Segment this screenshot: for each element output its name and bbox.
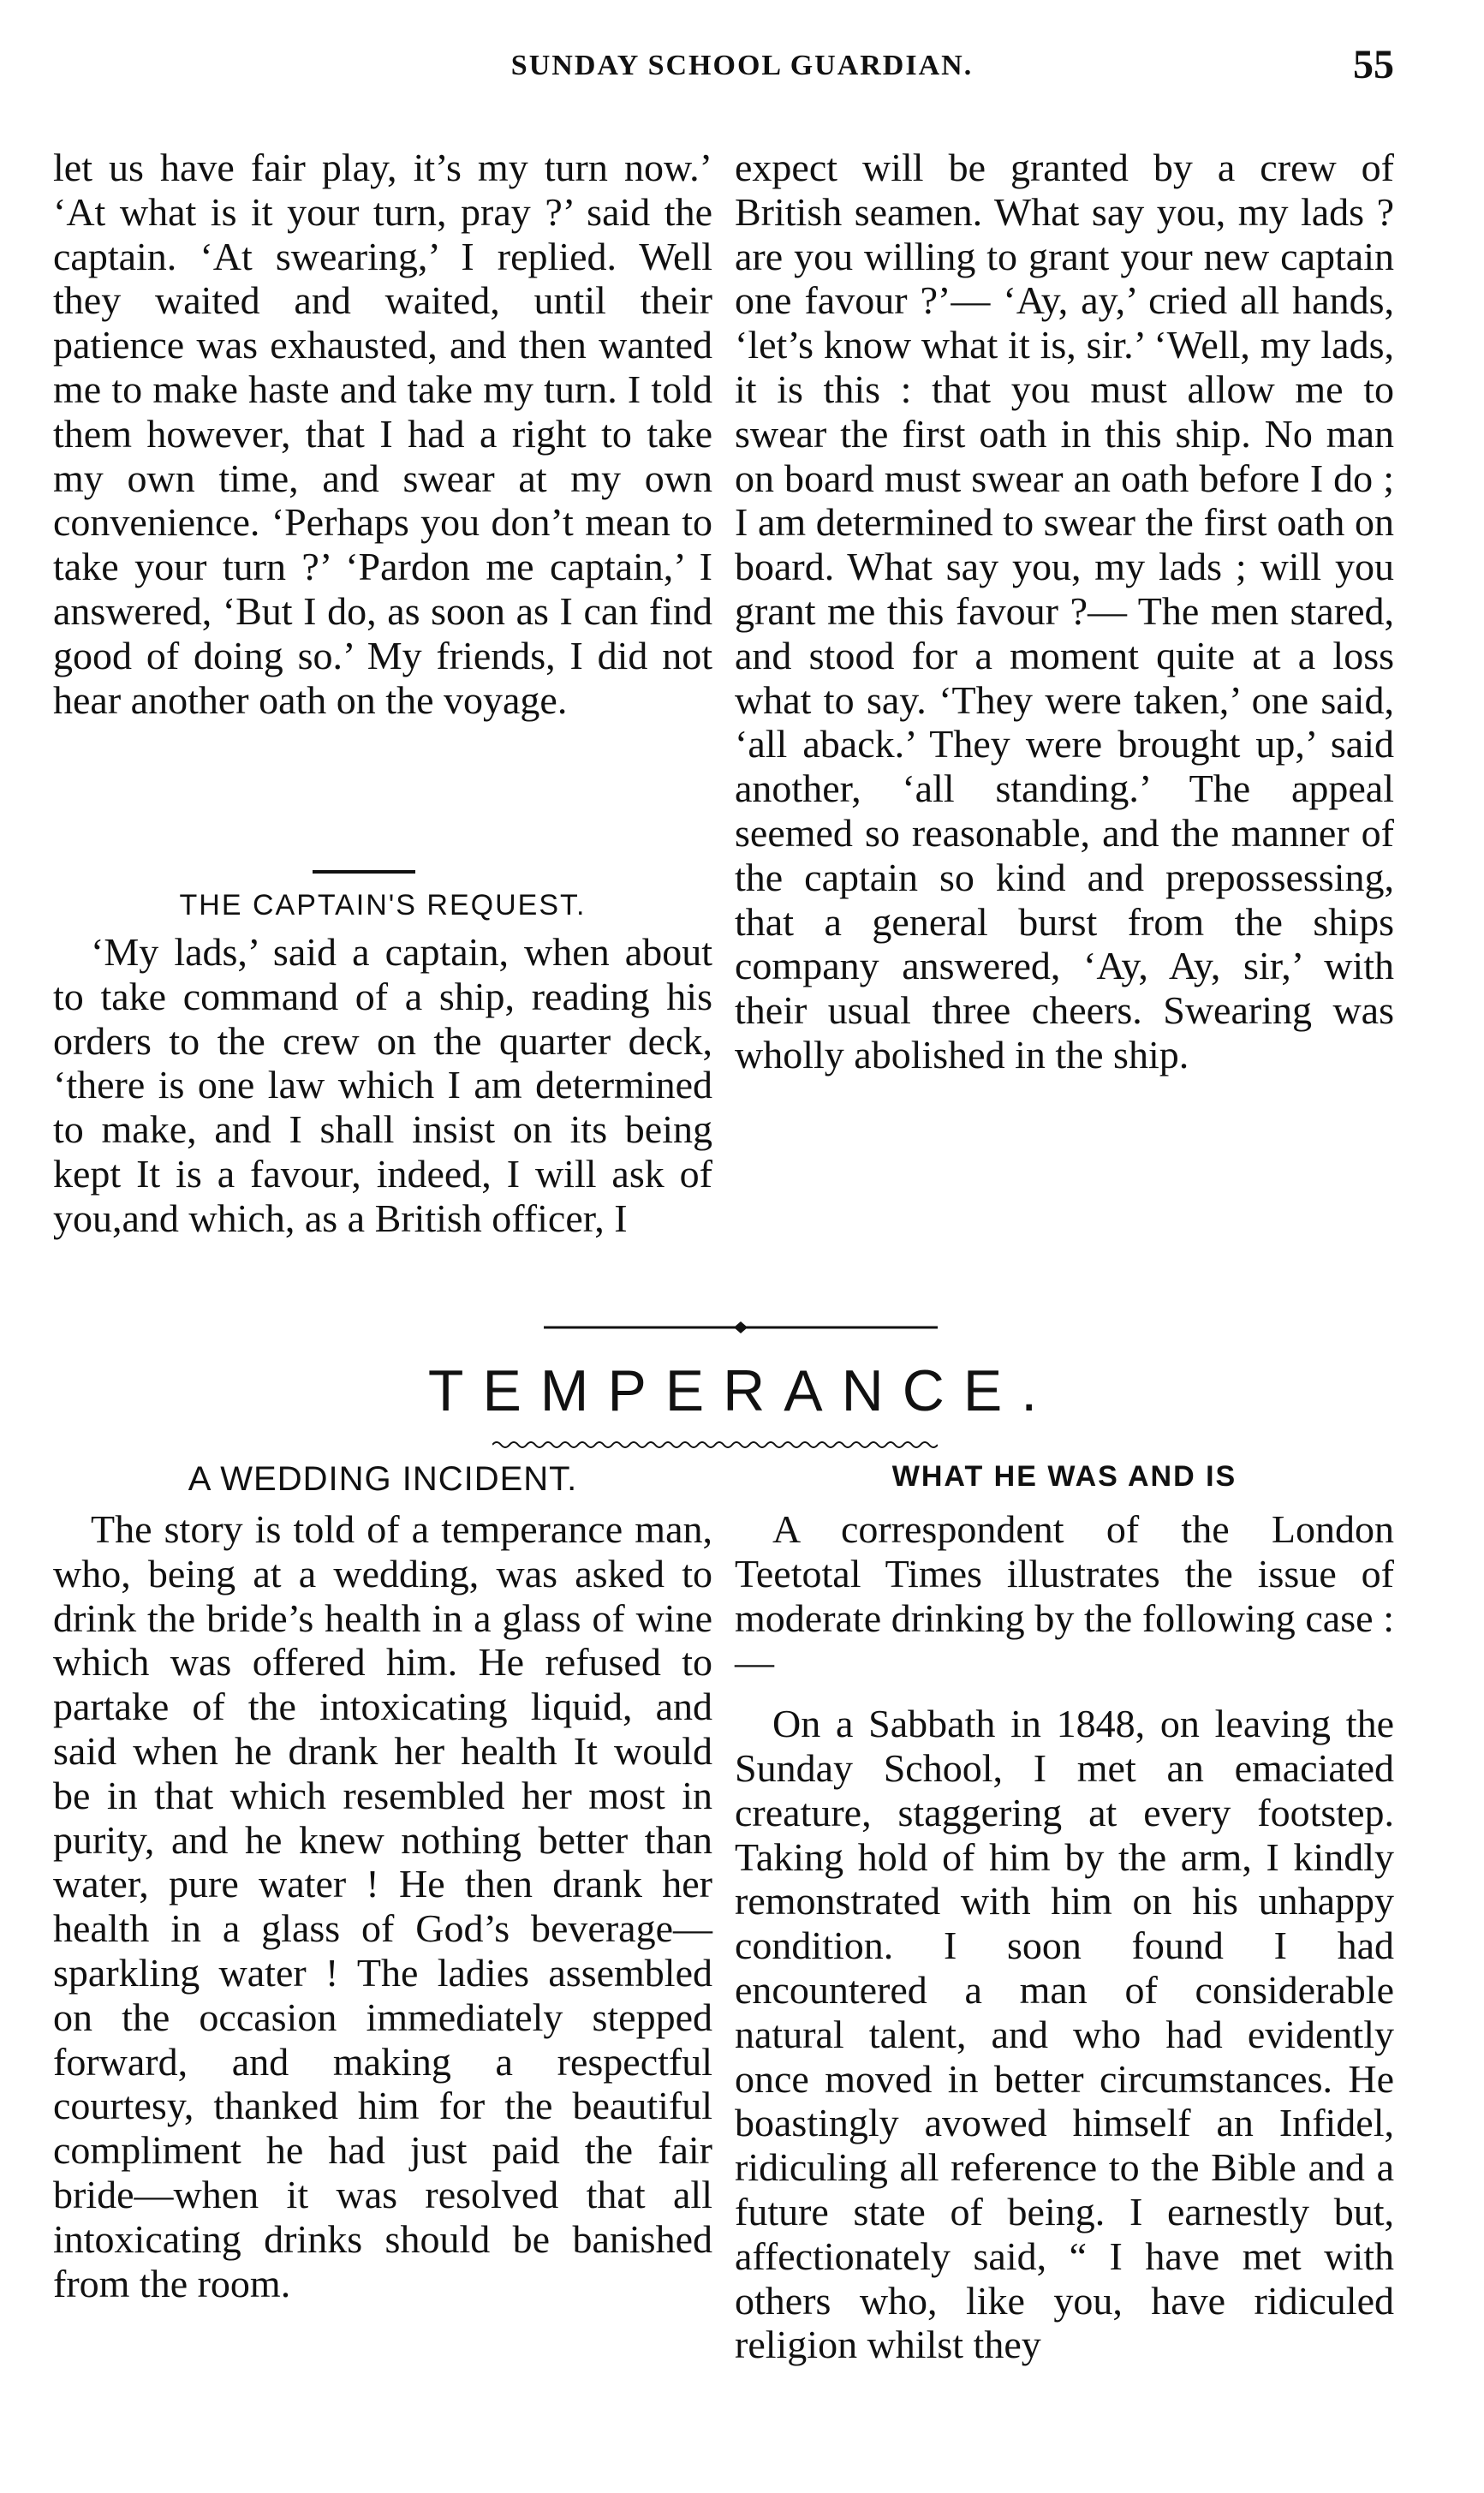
right-column-top: [735, 146, 1394, 1077]
captain-request-paragraph: ‘My lads,’ said a captain, when about to take command of a ship, reading his orders to the crew on the quarter deck, ‘there is one law which I am determined to make, and I shall insist on its being kept It is a favour, indeed, I will ask of you,and which, as a British officer, I: [53, 930, 712, 1240]
captain-request-column: [53, 930, 712, 1241]
left-column-paragraph: let us have fair play, it’s my turn now.’ ‘At what is it your turn, pray ?’ said the captain. ‘At swearing,’ I replied. Well they waited and waited, until their patience was exhausted, and then wanted me to make haste and take my turn. I told them however, that I had a right to take my own time, and swear at my own convenience. ‘Perhaps you don’t mean to take your turn ?’ ‘Pardon me captain,’ I answered, ‘But I do, as soon as I can find good of doing so.’ My friends, I did not hear another oath on the voyage.: [53, 146, 712, 722]
page-number: 55: [1353, 42, 1394, 87]
wedding-incident-heading: A WEDDING INCIDENT.: [188, 1460, 578, 1498]
what-he-was-heading: WHAT HE WAS AND IS: [891, 1460, 1237, 1493]
captain-request-heading: THE CAPTAIN'S REQUEST.: [179, 889, 587, 921]
what-he-was-paragraph: On a Sabbath in 1848, on leaving the Sunday School, I met an emaciated creature, staggering at every footstep. Taking hold of him by the arm, I kindly remonstrated with him on his unhappy condition. I soon found I had encountered a man of considerable natural talent, and who had evidently once moved in better circumstances. He boastingly avowed himself an Infidel, ridiculing all reference to the Bible and a future state of being. I earnestly but, affectionately said, “ I have met with others who, like you, have ridiculed religion whilst they: [735, 1702, 1394, 2367]
left-column-top: [53, 146, 712, 722]
running-head-title: SUNDAY SCHOOL GUARDIAN.: [510, 50, 974, 81]
short-divider-rule: [313, 870, 415, 874]
what-he-was-intro: A correspondent of the London Teetotal Times illustrates the issue of moderate drinking by the following case :—: [735, 1507, 1394, 1685]
right-column-paragraph: expect will be granted by a crew of British seamen. What say you, my lads ? are you willing to grant your new captain one favour ?’— ‘Ay, ay,’ cried all hands, ‘let’s know what it is, sir.’ ‘Well, my lads, it is this : that you must allow me to swear the first oath in this ship. No man on board must swear an oath before I do ; I am determined to swear the first oath on board. What say you, my lads ; will you grant me this favour ?— The men stared, and stood for a moment quite at a loss what to say. ‘They were taken,’ one said, ‘all aback.’ They were brought up,’ said another, ‘all standing.’ The appeal seemed so reasonable, and the manner of the captain so kind and prepossessing, that a general burst from the ships company answered, ‘Ay, Ay, sir,’ with their usual three cheers. Swearing was wholly abolished in the ship.: [735, 146, 1394, 1077]
section-divider-ornament: [544, 1319, 938, 1336]
wavy-divider-rule: [492, 1439, 938, 1451]
wedding-incident-paragraph: The story is told of a temperance man, who, being at a wedding, was asked to drink the bride’s health in a glass of wine which was offered him. He refused to partake of the intoxicating liquid, and said when he drank her health It would be in that which resembled her most in purity, and he knew nothing better than water, pure water ! He then drank her health in a glass of God’s beverage—sparkling water ! The ladies assembled on the occasion immediately stepped forward, and making a respectful courtesy, thanked him for the beautiful compliment he had just paid the fair bride—when it was resolved that all intoxicating drinks should be banished from the room.: [53, 1507, 712, 2305]
what-he-was-column: [735, 1507, 1394, 2367]
temperance-section-title: TEMPERANCE.: [427, 1358, 1057, 1423]
wedding-incident-column: [53, 1507, 712, 2305]
